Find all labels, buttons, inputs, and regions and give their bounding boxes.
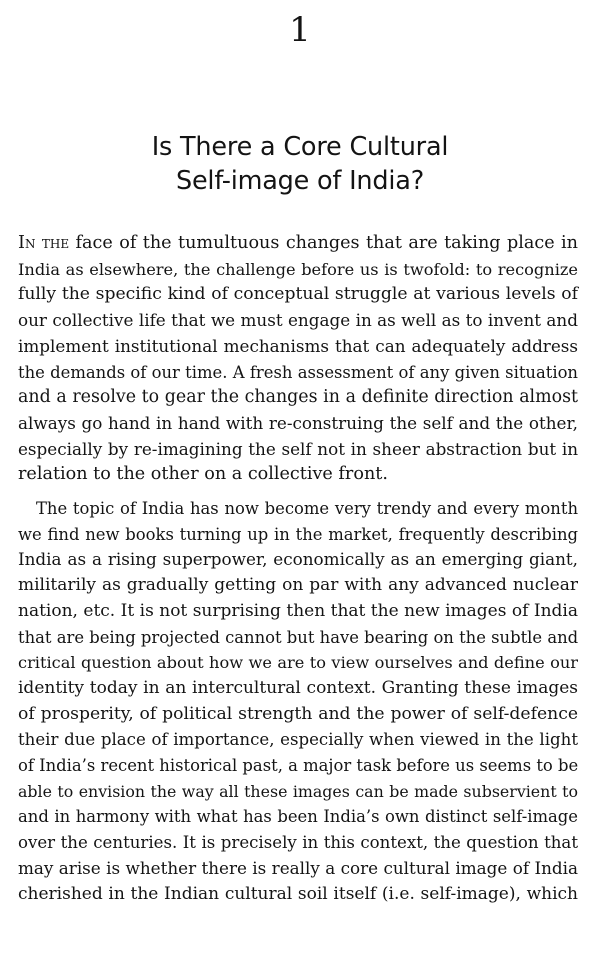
text-line: militarily as gradually getting on par with any advanced nuclear (18, 575, 578, 596)
text-line: our collective life that we must engage in as well as to invent and (18, 310, 578, 331)
text-line: The topic of India has now become very trendy and every month (36, 499, 578, 519)
text-line: implement institutional mechanisms that can adequately address (18, 335, 578, 356)
text-line: and in harmony with what has been India’s own distinct self-image (18, 807, 578, 827)
paragraph-1 (18, 231, 578, 488)
text-line: fully the specific kind of conceptual struggle at various levels of (18, 284, 578, 305)
text-line: and a resolve to gear the changes in a definite direction almost (18, 387, 578, 408)
text-line: of India’s recent historical past, a major task before us seems to be (18, 756, 579, 776)
text-line: the demands of our time. A fresh assessment of any given situation (18, 362, 578, 382)
text-line: India as elsewhere, the challenge before us is twofold: to recognize (18, 259, 578, 279)
text-line: that are being projected cannot but have bearing on the subtle and (18, 627, 579, 647)
text-line: relation to the other on a collective front. (18, 464, 388, 485)
text-line: over the centuries. It is precisely in this context, the question that (18, 833, 578, 853)
chapter-body (18, 231, 578, 907)
text-line (18, 231, 578, 257)
small-caps-lead: In the (18, 233, 70, 253)
chapter-number: 1 (289, 10, 311, 50)
paragraph-2 (18, 496, 578, 907)
text-line: their due place of importance, especially when viewed in the light (18, 730, 578, 750)
chapter-title-line-1: Is There a Core Cultural (151, 132, 449, 162)
text-line: especially by re-imagining the self not in sheer abstraction but in (18, 438, 578, 459)
chapter-title (0, 130, 600, 198)
text-line: able to envision the way all these images can be made subservient to (18, 781, 578, 801)
text-line: we find new books turning up in the market, frequently describing (18, 524, 578, 544)
text-line: nation, etc. It is not surprising then that the new images of India (18, 600, 578, 621)
chapter-title-line-2: Self-image of India? (175, 166, 425, 196)
text-line: identity today in an intercultural context. Granting these images (18, 677, 578, 698)
text-line: critical question about how we are to view ourselves and define our (18, 653, 578, 673)
text-line-rest: face of the tumultuous changes that are taking place in (69, 233, 578, 253)
text-line: of prosperity, of political strength and the power of self-defence (18, 703, 578, 724)
text-line: India as a rising superpower, economically as an emerging giant, (18, 549, 578, 570)
text-line: may arise is whether there is really a core cultural image of India (18, 857, 578, 878)
text-line: always go hand in hand with re-construing the self and the other, (18, 412, 578, 433)
text-line: cherished in the Indian cultural soil itself (i.e. self-image), which (18, 883, 578, 904)
